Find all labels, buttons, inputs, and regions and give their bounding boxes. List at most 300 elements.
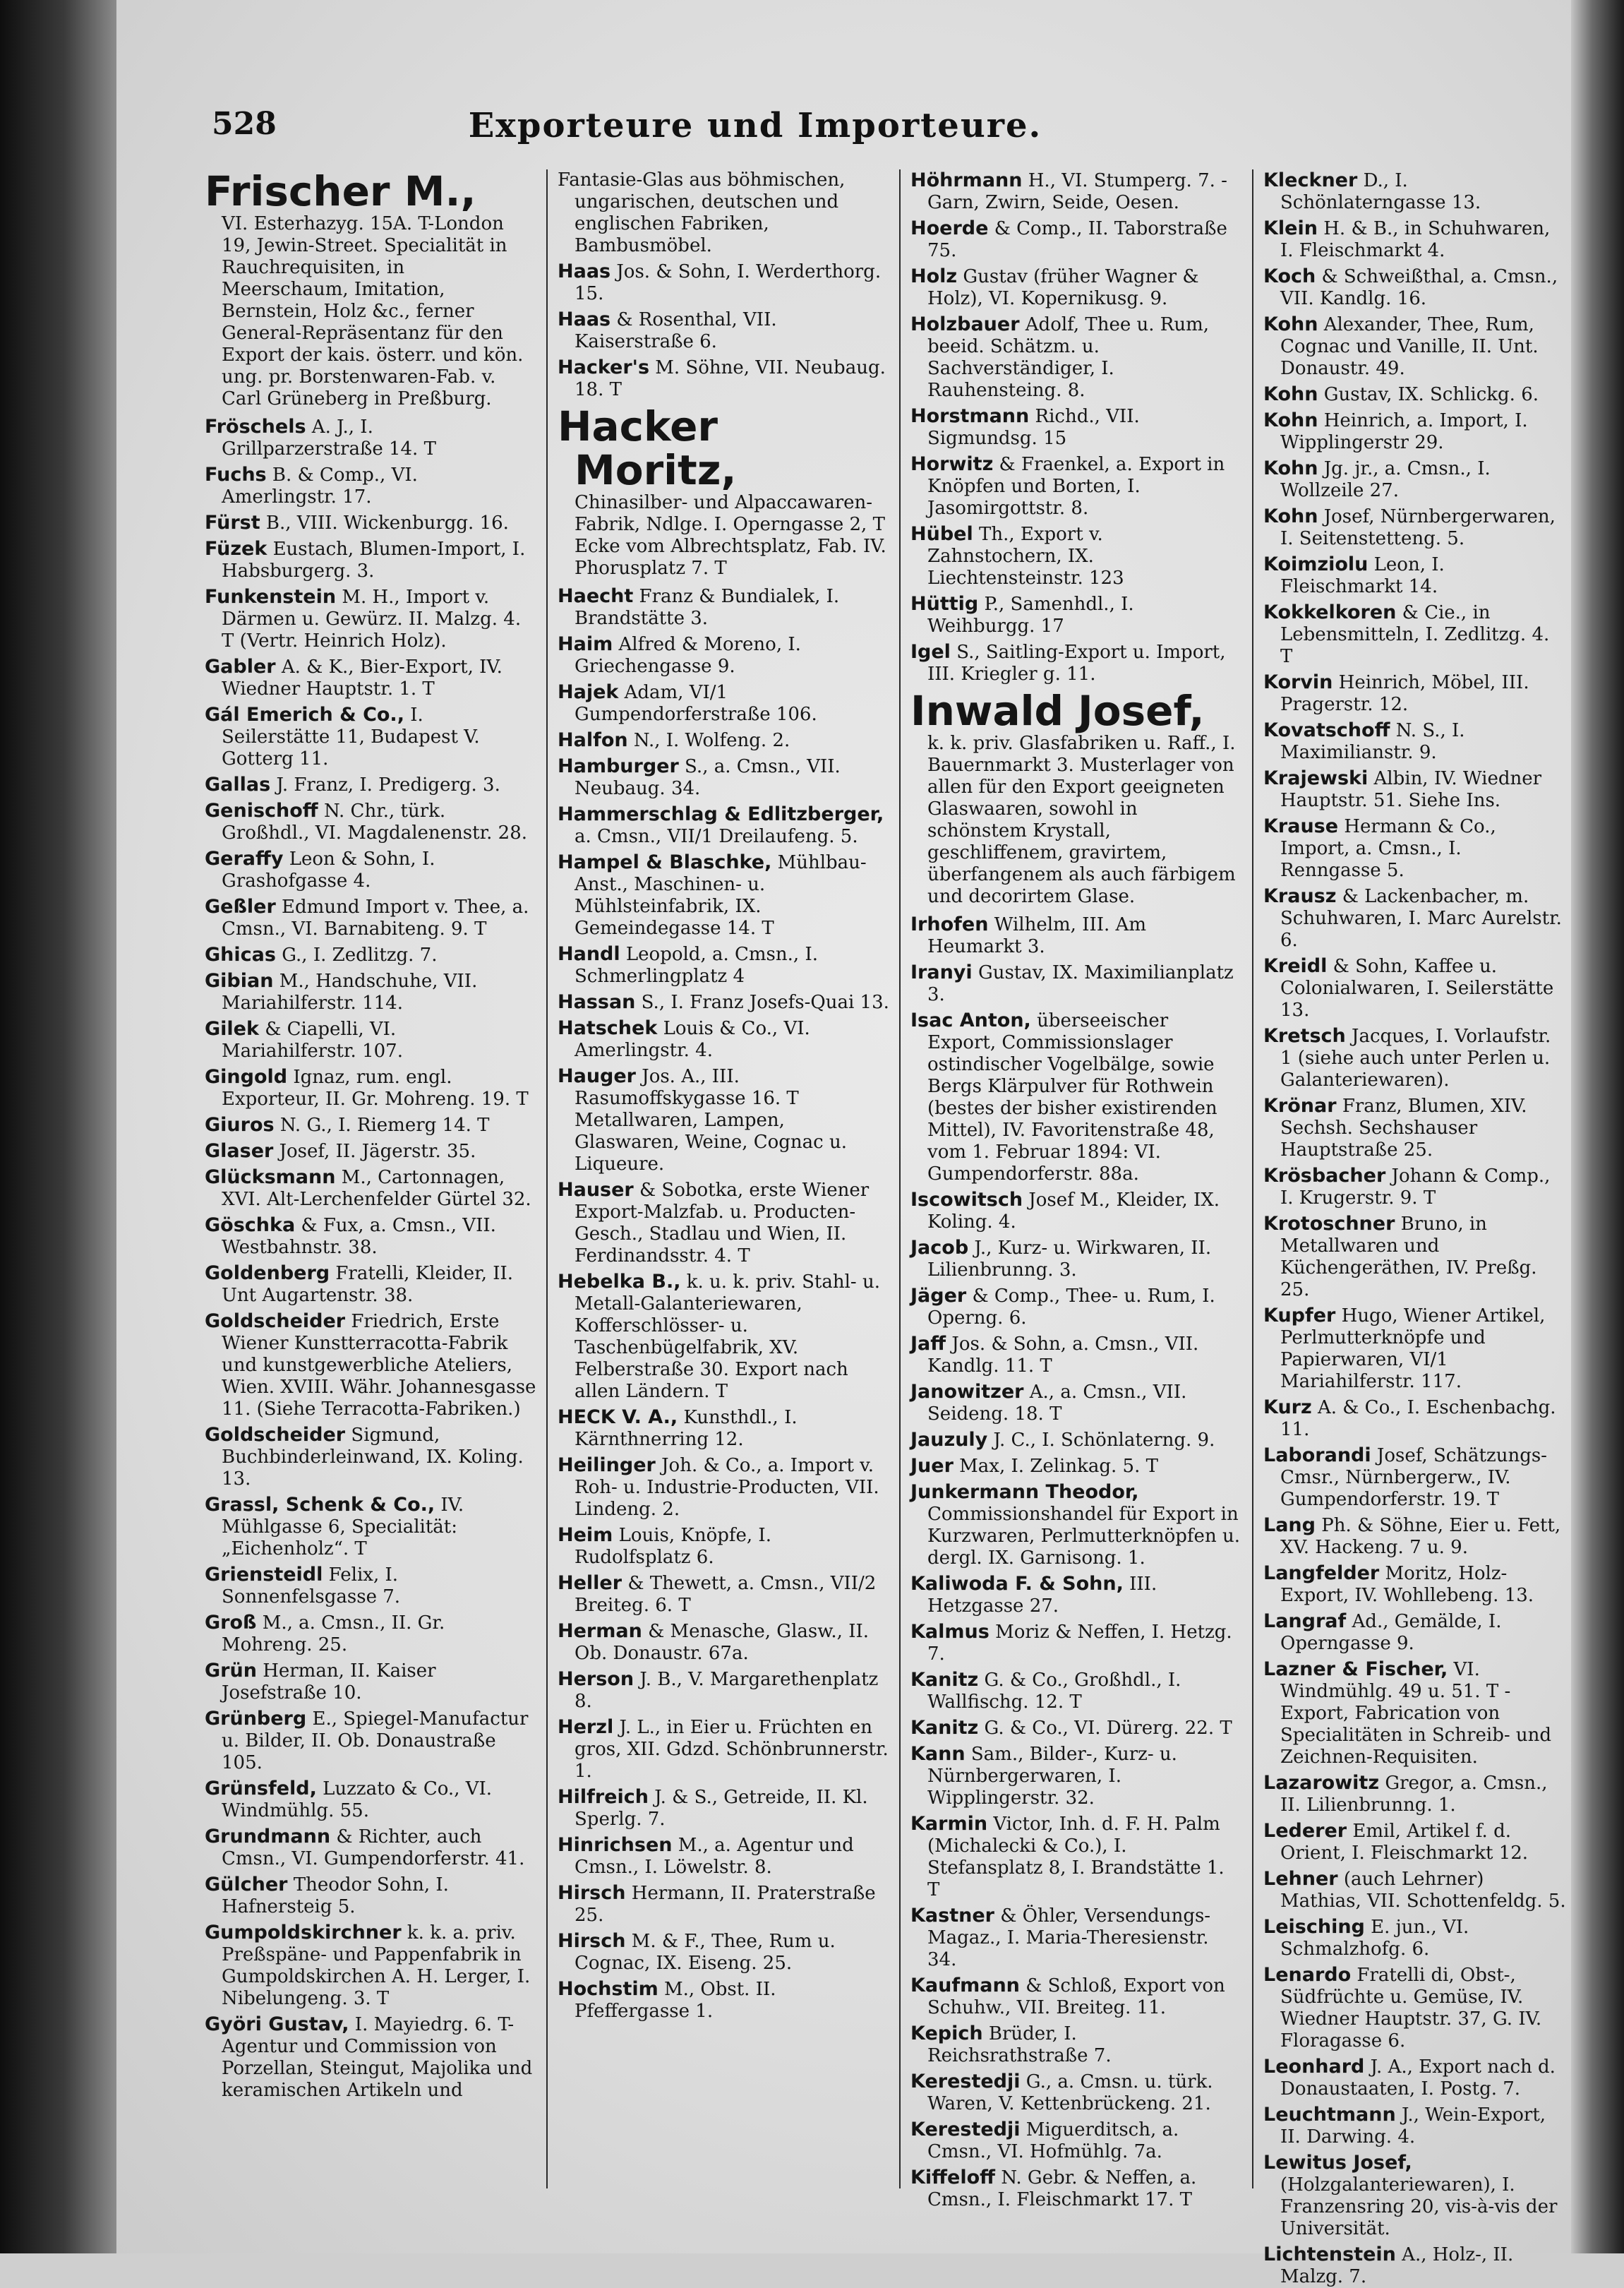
- directory-entry: [205, 704, 536, 770]
- entry-text: J. Franz, I. Predigerg. 3.: [276, 774, 500, 796]
- entry-text: Th., Export v. Zahnstochern, IX. Liechtensteinstr. 123: [927, 524, 1124, 589]
- directory-entry: [558, 991, 889, 1014]
- entry-name: Kreidl: [1263, 955, 1328, 977]
- entry-text: Heinrich, Möbel, III. Pragerstr. 12.: [1280, 672, 1529, 715]
- directory-entry: [1263, 1820, 1567, 1864]
- entry-text: & Comp., II. Taborstraße 75.: [927, 218, 1227, 261]
- directory-entry: [558, 1978, 889, 2023]
- entry-text: M., Obst. II. Pfeffergasse 1.: [575, 1979, 776, 2022]
- entry-name: Kanitz: [910, 1669, 979, 1691]
- entry-name: Hauger: [558, 1065, 636, 1087]
- entry-text: & Öhler, Versendungs-Magaz., I. Maria-Theresienstr. 34.: [927, 1905, 1211, 1970]
- entry-text: Fratelli, Kleider, II. Unt Augartenstr. 38.: [222, 1263, 514, 1306]
- directory-entry: [205, 774, 536, 796]
- entry-name: Grassl, Schenk & Co.,: [205, 1494, 435, 1516]
- entry-name: Lichtenstein: [1263, 2244, 1396, 2265]
- entry-name: Kupfer: [1263, 1305, 1336, 1326]
- directory-entry: [910, 1010, 1242, 1185]
- entry-name: Kepich: [910, 2023, 983, 2044]
- entry-text: (auch Lehrner) Mathias, VII. Schottenfeldg. 5.: [1280, 1869, 1566, 1912]
- entry-text: Theodor Sohn, I. Hafnersteig 5.: [222, 1874, 449, 1917]
- directory-entry: [205, 1424, 536, 1490]
- entry-name: Junkermann Theodor,: [910, 1481, 1139, 1503]
- entry-name: Glaser: [205, 1140, 274, 1162]
- entry-text: Adolf, Thee u. Rum, beeid. Schätzm. u. Sachverständiger, I. Rauhensteing. 8.: [927, 314, 1210, 401]
- entry-name: Kretsch: [1263, 1025, 1346, 1047]
- directory-entry: [558, 681, 889, 726]
- entry-name: Hochstim: [558, 1978, 658, 2000]
- entry-text: J. C., I. Schönlaterng. 9.: [993, 1430, 1215, 1451]
- directory-entry: [205, 1874, 536, 1918]
- directory-entry: [910, 265, 1242, 310]
- entry-name: Kastner: [910, 1905, 994, 1927]
- entry-name: Heilinger: [558, 1454, 656, 1476]
- directory-entry: [205, 1922, 536, 2010]
- directory-entry: [1263, 409, 1567, 454]
- entry-text: M., Handschuhe, VII. Mariahilferstr. 114.: [222, 971, 478, 1014]
- entry-text: & Lackenbacher, m. Schuhwaren, I. Marc Aurelstr. 6.: [1280, 886, 1562, 951]
- entry-text: Ignaz, rum. engl. Exporteur, II. Gr. Mohreng. 19. T: [222, 1067, 529, 1110]
- entry-text: S., I. Franz Josefs-Quai 13.: [641, 992, 889, 1013]
- entry-text: Friedrich, Erste Wiener Kunstterracotta-Fabrik und kunstgewerbliche Ateliers, Wien. XVIII. Währ. Johannesgasse 11. (Siehe Terracotta-Fabriken.): [222, 1311, 536, 1420]
- entry-text: Luzzato & Co., VI. Windmühlg. 55.: [222, 1778, 493, 1821]
- entry-name: Kiffeloff: [910, 2167, 996, 2188]
- entry-text: A., Holz-, II. Malzg. 7.: [1280, 2244, 1514, 2287]
- entry-name: Korvin: [1263, 671, 1333, 693]
- entry-name: Hüttig: [910, 593, 979, 615]
- entry-name: Haas: [558, 309, 611, 330]
- entry-name: Hacker Moritz,: [558, 402, 737, 494]
- entry-text: & Comp., Thee- u. Rum, I. Operng. 6.: [927, 1286, 1215, 1329]
- entry-text: E. jun., VI. Schmalzhofg. 6.: [1280, 1917, 1469, 1960]
- entry-name: Horstmann: [910, 405, 1030, 427]
- running-title: Exporteure und Importeure.: [468, 106, 1042, 145]
- entry-name: Hajek: [558, 681, 619, 703]
- directory-entry: [205, 1564, 536, 1608]
- directory-entry: [558, 169, 889, 257]
- entry-text: N. G., I. Riemerg 14. T: [279, 1115, 490, 1136]
- directory-entry: [910, 2071, 1242, 2115]
- entry-text: Jacques, I. Vorlaufstr. 1 (siehe auch unter Perlen u. Galanteriewaren).: [1280, 1026, 1551, 1091]
- directory-entry: [1263, 1868, 1567, 1912]
- entry-name: Hacker's: [558, 357, 650, 378]
- entry-name: Kohn: [1263, 457, 1318, 479]
- entry-text: J. L., in Eier u. Früchten en gros, XII. Gdzd. Schönbrunnerstr. 1.: [575, 1717, 889, 1782]
- entry-name: Kovatschoff: [1263, 719, 1390, 741]
- entry-name: Krönar: [1263, 1095, 1337, 1117]
- entry-name: Juer: [910, 1455, 954, 1477]
- directory-entry: [1263, 815, 1567, 882]
- entry-text: A. J., I. Grillparzerstraße 14. T: [222, 417, 436, 460]
- directory-entry: [1263, 1658, 1567, 1768]
- entry-text: J. A., Export nach d. Donaustaaten, I. Postg. 7.: [1280, 2056, 1556, 2100]
- directory-entry: [205, 656, 536, 700]
- entry-name: Iranyi: [910, 962, 973, 983]
- directory-entry: [910, 1669, 1242, 1713]
- entry-text: G. & Co., VI. Dürerg. 22. T: [984, 1718, 1232, 1739]
- entry-text: Fratelli di, Obst-, Südfrüchte u. Gemüse, IV. Wiedner Hauptstr. 37, G. IV. Floragasse 6.: [1280, 1965, 1542, 2052]
- entry-name: Leisching: [1263, 1916, 1365, 1938]
- directory-entry: [910, 2119, 1242, 2163]
- directory-entry: [1263, 505, 1567, 550]
- directory-entry: [910, 1813, 1242, 1901]
- directory-entry: [558, 755, 889, 800]
- entry-text: Emil, Artikel f. d. Orient, I. Fleischmarkt 12.: [1280, 1821, 1529, 1864]
- directory-entry: [1263, 601, 1567, 668]
- page-header: [205, 106, 1306, 169]
- entry-text: IV. Mühlgasse 6, Specialität: „Eichenholz“. T: [222, 1495, 464, 1559]
- directory-entry: [1263, 1025, 1567, 1091]
- entry-name: Herman: [558, 1620, 642, 1642]
- book-edge-right: [1571, 0, 1624, 2253]
- directory-entry: [1263, 169, 1567, 214]
- entry-name: Frischer M.,: [205, 167, 476, 215]
- directory-entry: [558, 803, 889, 848]
- entry-name: Lazarowitz: [1263, 1772, 1380, 1794]
- entry-name: Füzek: [205, 538, 267, 560]
- directory-entry: [558, 1406, 889, 1451]
- directory-entry: [558, 585, 889, 630]
- entry-text: Victor, Inh. d. F. H. Palm (Michalecki & Co.), I. Stefansplatz 8, I. Brandstätte 1. T: [927, 1814, 1225, 1900]
- entry-name: Hatschek: [558, 1017, 658, 1039]
- directory-entry: [558, 1271, 889, 1403]
- entry-name: Hübel: [910, 523, 973, 545]
- entry-text: A. & K., Bier-Export, IV. Wiedner Hauptstr. 1. T: [222, 657, 503, 700]
- directory-entry: [558, 943, 889, 988]
- directory-entry: [1263, 719, 1567, 764]
- entry-name: Kann: [910, 1743, 966, 1765]
- column-4: [1263, 169, 1567, 2287]
- entry-name: Ghicas: [205, 944, 276, 966]
- entry-name: Kohn: [1263, 383, 1318, 405]
- entry-name: Kerestedji: [910, 2119, 1021, 2140]
- entry-text: Edmund Import v. Thee, a. Cmsn., VI. Barnabiteng. 9. T: [222, 897, 529, 940]
- directory-entry: [205, 1778, 536, 1822]
- entry-text: Gustav, IX. Maximilianplatz 3.: [927, 962, 1234, 1005]
- entry-name: Kalmus: [910, 1621, 990, 1643]
- entry-name: Kaufmann: [910, 1975, 1020, 1996]
- directory-entry: [558, 1930, 889, 1975]
- entry-text: Herman, II. Kaiser Josefstraße 10.: [222, 1660, 436, 1703]
- entry-text: Sam., Bilder-, Kurz- u. Nürnbergerwaren, I. Wipplingerstr. 32.: [927, 1744, 1177, 1809]
- directory-entry: [1263, 1562, 1567, 1607]
- entry-text: Franz, Blumen, XIV. Sechsh. Sechshauser Hauptstraße 25.: [1280, 1096, 1527, 1161]
- entry-text: Josef, II. Jägerstr. 35.: [279, 1141, 476, 1162]
- directory-entry: [1263, 265, 1567, 310]
- directory-entry: [1263, 457, 1567, 502]
- entry-name: Gál Emerich & Co.,: [205, 704, 404, 726]
- directory-entry: [910, 405, 1242, 450]
- entry-text: E., Spiegel-Manufactur u. Bilder, II. Ob. Donaustraße 105.: [222, 1708, 529, 1773]
- directory-entry: [910, 1381, 1242, 1425]
- entry-text: Felix, I. Sonnenfelsgasse 7.: [222, 1564, 401, 1607]
- directory-columns: [205, 167, 1567, 2287]
- entry-name: Grün: [205, 1660, 257, 1682]
- directory-entry: [205, 586, 536, 652]
- entry-name: Goldenberg: [205, 1262, 330, 1284]
- directory-entry: [205, 416, 536, 460]
- entry-name: Gilek: [205, 1018, 259, 1040]
- entry-name: Lewitus Josef,: [1263, 2152, 1412, 2174]
- entry-name: Geßler: [205, 896, 276, 918]
- entry-name: Holzbauer: [910, 313, 1020, 335]
- directory-entry: [205, 1310, 536, 1420]
- entry-name: Heim: [558, 1524, 613, 1546]
- directory-entry: [205, 169, 536, 410]
- directory-entry: [205, 2013, 536, 2102]
- directory-entry: [1263, 383, 1567, 406]
- directory-entry: [205, 1066, 536, 1110]
- column-1: [205, 169, 536, 2217]
- entry-text: M. Söhne, VII. Neubaug. 18. T: [575, 357, 886, 400]
- entry-name: Hammerschlag & Edlitzberger,: [558, 803, 884, 825]
- directory-entry: [910, 962, 1242, 1006]
- entry-name: Kokkelkoren: [1263, 601, 1397, 623]
- directory-entry: [910, 1481, 1242, 1569]
- directory-entry: [910, 1237, 1242, 1281]
- entry-name: Fürst: [205, 512, 260, 534]
- entry-name: Funkenstein: [205, 586, 337, 608]
- directory-entry: [205, 1826, 536, 1870]
- directory-entry: [910, 1333, 1242, 1377]
- entry-name: Hirsch: [558, 1882, 626, 1904]
- page-number: 528: [212, 106, 277, 142]
- directory-entry: [1263, 553, 1567, 598]
- entry-text: k. k. a. priv. Preßspäne- und Pappenfabrik in Gumpoldskirchen A. H. Lerger, I. Nibelungeng. 3. T: [222, 1922, 531, 2009]
- entry-text: Moritz, Holz-Export, IV. Wohllebeng. 13.: [1280, 1563, 1534, 1606]
- entry-name: Höhrmann: [910, 169, 1023, 191]
- entry-text: & Richter, auch Cmsn., VI. Gumpendorferstr. 41.: [222, 1826, 525, 1869]
- entry-text: J., Kurz- u. Wirkwaren, II. Lilienbrunng. 3.: [927, 1238, 1212, 1281]
- entry-name: Genischoff: [205, 800, 318, 822]
- entry-name: Gibian: [205, 970, 274, 992]
- directory-entry: [910, 1573, 1242, 1617]
- directory-entry: [205, 1708, 536, 1774]
- entry-text: M. H., Import v. Därmen u. Gewürz. II. Malzg. 4. T (Vertr. Heinrich Holz).: [222, 587, 522, 652]
- entry-name: Haas: [558, 260, 611, 282]
- entry-text: Gustav (früher Wagner & Holz), VI. Kopernikusg. 9.: [927, 266, 1199, 309]
- entry-text: A., a. Cmsn., VII. Seideng. 18. T: [927, 1382, 1187, 1425]
- entry-text: Jos. & Sohn, a. Cmsn., VII. Kandlg. 11. T: [927, 1334, 1199, 1377]
- directory-entry: [1263, 767, 1567, 812]
- entry-text: Commissionshandel für Export in Kurzwaren, Perlmutterknöpfen u. dergl. IX. Garnisong. 1.: [927, 1504, 1240, 1569]
- column-2: [558, 169, 889, 2217]
- entry-text: & Sohn, Kaffee u. Colonialwaren, I. Seilerstätte 13.: [1280, 956, 1554, 1021]
- entry-text: B. & Comp., VI. Amerlingstr. 17.: [222, 465, 418, 508]
- entry-name: Gabler: [205, 656, 276, 678]
- directory-page: [205, 71, 1567, 2287]
- entry-name: Hampel & Blaschke,: [558, 851, 772, 873]
- entry-name: Koch: [1263, 265, 1316, 287]
- entry-text: & Menasche, Glasw., II. Ob. Donaustr. 67a.: [575, 1621, 870, 1664]
- entry-text: Eustach, Blumen-Import, I. Habsburgerg. 3.: [222, 539, 526, 582]
- entry-text: M. & F., Thee, Rum u. Cognac, IX. Eiseng. 25.: [575, 1931, 836, 1974]
- directory-entry: [558, 1668, 889, 1713]
- entry-name: Hirsch: [558, 1930, 626, 1952]
- directory-entry: [205, 464, 536, 508]
- entry-name: Gülcher: [205, 1874, 288, 1895]
- directory-entry: [1263, 955, 1567, 1022]
- entry-text: & Thewett, a. Cmsn., VII/2 Breiteg. 6. T: [575, 1573, 877, 1616]
- entry-name: Fröschels: [205, 416, 306, 438]
- directory-entry: [910, 169, 1242, 214]
- entry-name: Kaliwoda F. & Sohn,: [910, 1573, 1124, 1595]
- entry-text: & Sobotka, erste Wiener Export-Malzfab. u. Producten-Gesch., Stadlau und Wien, II. Ferdinandsstr. 4. T: [575, 1180, 870, 1266]
- entry-name: Lehner: [1263, 1868, 1338, 1890]
- directory-entry: [205, 1262, 536, 1307]
- directory-entry: [910, 1429, 1242, 1451]
- entry-name: Hauser: [558, 1179, 634, 1201]
- entry-name: Grünberg: [205, 1708, 307, 1730]
- entry-text: Jos. & Sohn, I. Werderthorg. 15.: [575, 261, 882, 304]
- entry-text: Hermann, II. Praterstraße 25.: [575, 1883, 876, 1926]
- entry-name: Jäger: [910, 1285, 967, 1307]
- entry-text: & Schloß, Export von Schuhw., VII. Breiteg. 11.: [927, 1975, 1225, 2018]
- entry-text: Moriz & Neffen, I. Hetzg. 7.: [927, 1622, 1232, 1665]
- entry-name: Fuchs: [205, 464, 267, 486]
- directory-entry: [558, 729, 889, 752]
- entry-name: Gingold: [205, 1066, 288, 1088]
- entry-text: Brüder, I. Reichsrathstraße 7.: [927, 2023, 1112, 2066]
- entry-name: Jacob: [910, 1237, 969, 1259]
- entry-name: Jaff: [910, 1333, 946, 1355]
- directory-entry: [1263, 1916, 1567, 1960]
- directory-entry: [558, 1620, 889, 1665]
- entry-text: J., Wein-Export, II. Darwing. 4.: [1280, 2104, 1546, 2148]
- directory-entry: [1263, 2244, 1567, 2288]
- entry-text: Leon & Sohn, I. Grashofgasse 4.: [222, 849, 435, 892]
- directory-entry: [205, 512, 536, 534]
- entry-name: Leuchtmann: [1263, 2104, 1396, 2126]
- entry-name: Göschka: [205, 1214, 296, 1236]
- entry-text: VI. Windmühlg. 49 u. 51. T -Export, Fabrication von Specialitäten in Schreib- und Zeichnen-Requisiten.: [1280, 1659, 1552, 1768]
- directory-entry: [1263, 1772, 1567, 1816]
- directory-entry: [205, 1214, 536, 1259]
- directory-entry: [1263, 2152, 1567, 2240]
- directory-entry: [205, 1660, 536, 1704]
- entry-text: Kunsthdl., I. Kärnthnerring 12.: [575, 1407, 798, 1450]
- entry-name: Igel: [910, 641, 951, 663]
- directory-entry: [205, 1018, 536, 1062]
- entry-text: Josef, Nürnbergerwaren, I. Seitenstetteng. 5.: [1280, 506, 1556, 549]
- entry-name: Inwald Josef,: [910, 687, 1205, 735]
- entry-text: Ph. & Söhne, Eier u. Fett, XV. Hackeng. 7 u. 9.: [1280, 1515, 1561, 1558]
- entry-text: J. & S., Getreide, II. Kl. Sperlg. 7.: [575, 1787, 868, 1830]
- entry-text: A. & Co., I. Eschenbachg. 11.: [1280, 1397, 1556, 1440]
- entry-text: H., VI. Stumperg. 7. -Garn, Zwirn, Seide, Oesen.: [927, 170, 1227, 213]
- entry-name: Lederer: [1263, 1820, 1347, 1842]
- directory-entry: [1263, 2056, 1567, 2100]
- entry-name: Langfelder: [1263, 1562, 1380, 1584]
- entry-name: Hebelka B.,: [558, 1271, 681, 1293]
- entry-text: & Cie., in Lebensmitteln, I. Zedlitzg. 4. T: [1280, 602, 1550, 667]
- directory-entry: [558, 1786, 889, 1831]
- directory-entry: [558, 1017, 889, 1062]
- entry-name: Kleckner: [1263, 169, 1358, 191]
- directory-entry: [1263, 671, 1567, 716]
- entry-text: H. & B., in Schuhwaren, I. Fleischmarkt 4.: [1280, 218, 1551, 261]
- entry-text: Hermann & Co., Import, a. Cmsn., I. Renngasse 5.: [1280, 816, 1496, 881]
- entry-text: Heinrich, a. Import, I. Wipplingerstr 29.: [1280, 410, 1528, 453]
- entry-name: Halfon: [558, 729, 628, 751]
- entry-name: Horwitz: [910, 453, 994, 475]
- directory-entry: [910, 2167, 1242, 2211]
- directory-entry: [205, 1166, 536, 1211]
- directory-entry: [910, 1285, 1242, 1329]
- entry-name: Karmin: [910, 1813, 988, 1835]
- entry-name: Geraffy: [205, 848, 284, 870]
- entry-text: Fantasie-Glas aus böhmischen, ungarischen, deutschen und englischen Fabriken, Bambusmöbel.: [558, 169, 846, 256]
- entry-text: Louis, Knöpfe, I. Rudolfsplatz 6.: [575, 1525, 771, 1568]
- directory-entry: [558, 1179, 889, 1267]
- directory-entry: [1263, 2104, 1567, 2148]
- book-gutter-left: [0, 0, 116, 2253]
- entry-text: Alfred & Moreno, I. Griechengasse 9.: [575, 634, 801, 677]
- entry-name: Hilfreich: [558, 1786, 649, 1808]
- entry-text: P., Samenhdl., I. Weihburgg. 17: [927, 594, 1134, 637]
- directory-entry: [910, 217, 1242, 262]
- entry-text: & Ciapelli, VI. Mariahilferstr. 107.: [222, 1019, 403, 1062]
- entry-text: Joh. & Co., a. Import v. Roh- u. Industrie-Producten, VII. Lindeng. 2.: [575, 1455, 879, 1520]
- entry-name: Gallas: [205, 774, 271, 796]
- entry-text: S., Saitling-Export u. Import, III. Kriegler g. 11.: [927, 642, 1226, 685]
- entry-text: Albin, IV. Wiedner Hauptstr. 51. Siehe Ins.: [1280, 768, 1542, 811]
- entry-text: Leon, I. Fleischmarkt 14.: [1280, 554, 1445, 597]
- entry-text: G., a. Cmsn. u. türk. Waren, V. Kettenbrückeng. 21.: [927, 2071, 1213, 2114]
- entry-name: Heller: [558, 1572, 622, 1594]
- directory-entry: [558, 1065, 889, 1175]
- entry-name: Leonhard: [1263, 2056, 1365, 2078]
- entry-name: Kurz: [1263, 1396, 1312, 1418]
- entry-text: N. Gebr. & Neffen, a. Cmsn., I. Fleischmarkt 17. T: [927, 2167, 1197, 2210]
- directory-entry: [558, 357, 889, 401]
- directory-entry: [558, 402, 889, 580]
- entry-text: Max, I. Zelinkag. 5. T: [959, 1456, 1158, 1477]
- entry-name: Irhofen: [910, 914, 989, 935]
- entry-text: M., a. Agentur und Cmsn., I. Löwelstr. 8.: [575, 1835, 854, 1878]
- directory-entry: [910, 914, 1242, 958]
- entry-name: Grundmann: [205, 1826, 331, 1847]
- entry-name: Krotoschner: [1263, 1213, 1395, 1235]
- entry-name: Groß: [205, 1612, 257, 1634]
- entry-name: Haecht: [558, 585, 634, 607]
- entry-text: D., I. Schönlaterngasse 13.: [1280, 170, 1481, 213]
- directory-entry: [558, 1716, 889, 1783]
- entry-text: Bruno, in Metallwaren und Küchengeräthen, IV. Preßg. 25.: [1280, 1214, 1537, 1300]
- entry-name: Gumpoldskirchner: [205, 1922, 402, 1943]
- entry-name: Griensteidl: [205, 1564, 323, 1586]
- entry-name: Hoerde: [910, 217, 989, 239]
- directory-entry: [558, 633, 889, 678]
- directory-entry: [205, 1114, 536, 1137]
- entry-text: Miguerditsch, a. Cmsn., VI. Hofmühlg. 7a.: [927, 2119, 1179, 2162]
- entry-name: Györi Gustav,: [205, 2013, 349, 2035]
- entry-text: Sigmund, Buchbinderleinwand, IX. Koling. 13.: [222, 1425, 524, 1490]
- entry-name: Hinrichsen: [558, 1834, 673, 1856]
- entry-name: Goldscheider: [205, 1424, 346, 1446]
- entry-name: Holz: [910, 265, 958, 287]
- entry-name: Grünsfeld,: [205, 1778, 317, 1799]
- entry-name: Herzl: [558, 1716, 614, 1738]
- entry-name: Kohn: [1263, 409, 1318, 431]
- entry-text: Leopold, a. Cmsn., I. Schmerlingplatz 4: [575, 944, 818, 987]
- entry-text: überseeischer Export, Commissionslager ostindischer Vogelbälge, sowie Bergs Klärpulver für Rothwein (bestes der bisher existirenden Mittel), IV. Favoritenstraße 48, vom 1. Februar 1894: VI. Gumpendorferstr. 88a.: [927, 1010, 1217, 1185]
- directory-entry: [205, 1494, 536, 1560]
- entry-name: Langraf: [1263, 1610, 1347, 1632]
- entry-text: G. & Co., Großhdl., I. Wallfischg. 12. T: [927, 1670, 1181, 1713]
- entry-text: Ad., Gemälde, I. Operngasse 9.: [1280, 1611, 1502, 1654]
- entry-text: Gregor, a. Cmsn., II. Lilienbrunng. 1.: [1280, 1773, 1548, 1816]
